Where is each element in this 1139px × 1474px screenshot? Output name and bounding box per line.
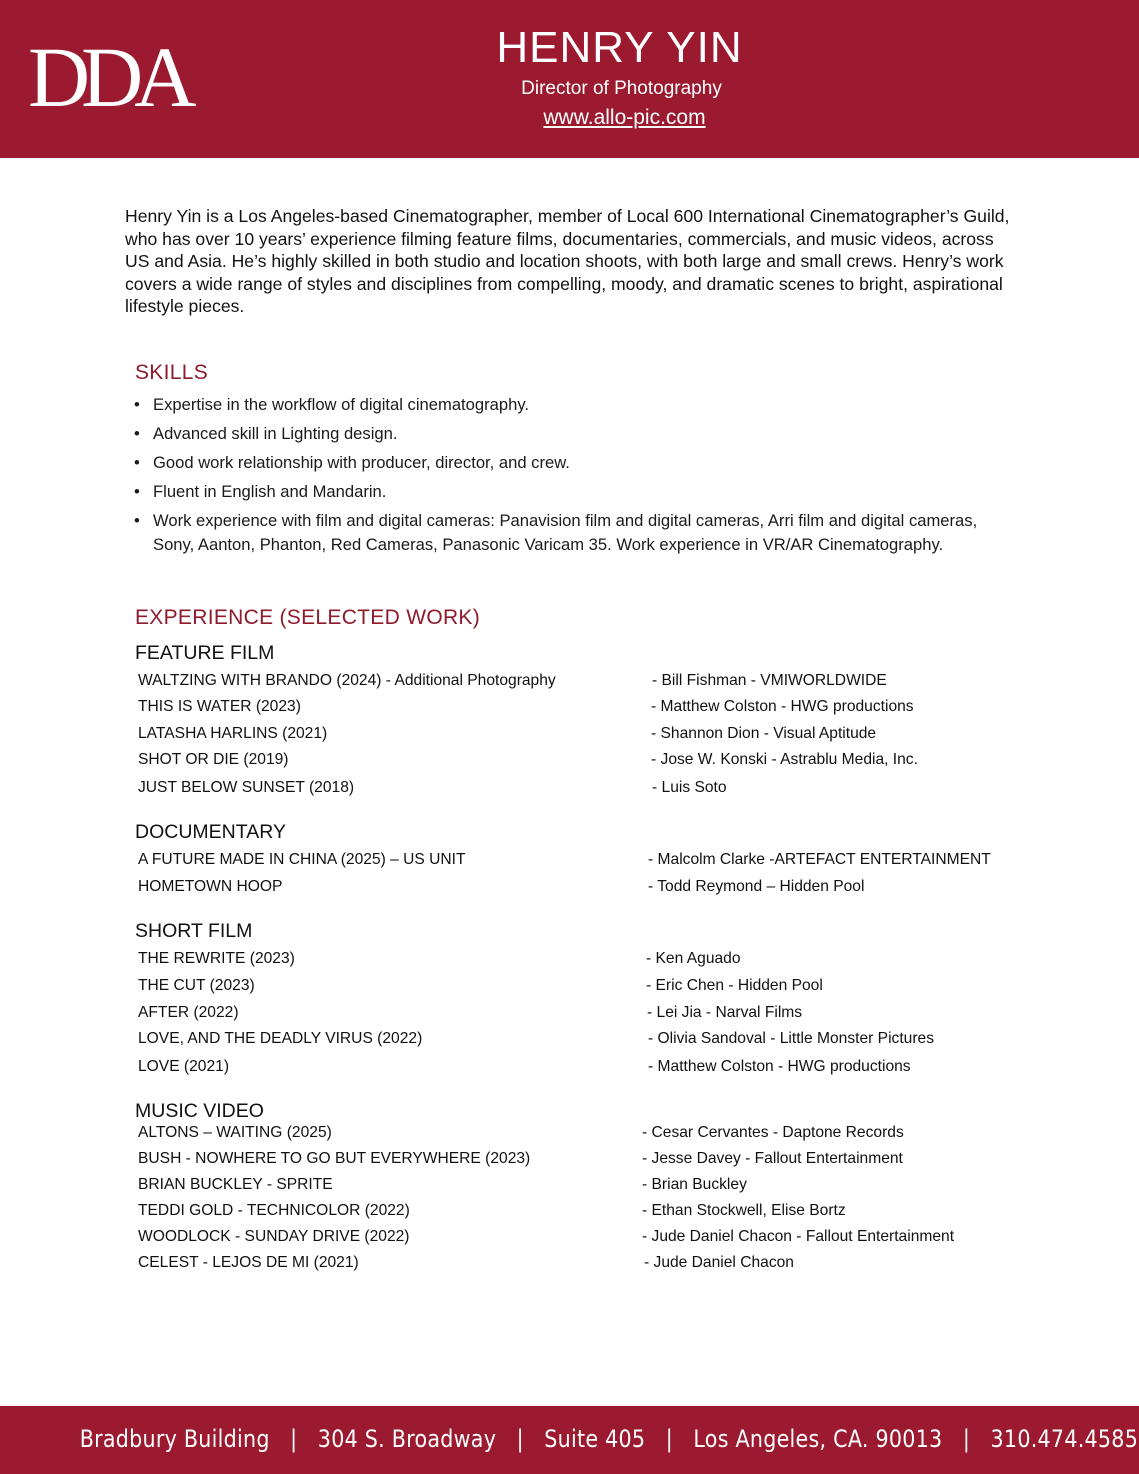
work-credit: - Matthew Colston - HWG productions xyxy=(651,698,914,715)
credit-row xyxy=(138,1202,1038,1224)
credit-row xyxy=(138,1004,1038,1026)
skill-item: • Advanced skill in Lighting design. xyxy=(132,422,1012,446)
work-credit: - Eric Chen - Hidden Pool xyxy=(646,977,823,994)
work-credit: - Bill Fishman - VMIWORLDWIDE xyxy=(652,672,887,689)
credit-row xyxy=(138,1176,1038,1198)
work-title: ALTONS – WAITING (2025) xyxy=(138,1124,332,1141)
credit-row xyxy=(138,1058,1038,1080)
work-title: A FUTURE MADE IN CHINA (2025) – US UNIT xyxy=(138,851,466,868)
header-band xyxy=(0,0,1139,158)
credit-row xyxy=(138,698,1038,720)
experience-heading: EXPERIENCE (SELECTED WORK) xyxy=(135,606,481,629)
credit-row xyxy=(138,751,1038,773)
work-credit: - Cesar Cervantes - Daptone Records xyxy=(642,1124,904,1141)
skill-item: • Good work relationship with producer, director, and crew. xyxy=(132,451,1012,475)
music-video-heading: MUSIC VIDEO xyxy=(135,1100,264,1122)
dda-logo: DDA xyxy=(28,29,188,125)
credit-row xyxy=(138,1228,1038,1250)
documentary-heading: DOCUMENTARY xyxy=(135,821,286,843)
work-title: THE CUT (2023) xyxy=(138,977,255,994)
work-title: BUSH - NOWHERE TO GO BUT EVERYWHERE (2023) xyxy=(138,1150,531,1167)
credit-row xyxy=(138,725,1038,747)
credit-row xyxy=(138,1030,1038,1052)
skills-list xyxy=(132,393,1012,562)
work-title: LATASHA HARLINS (2021) xyxy=(138,725,328,742)
work-credit: - Lei Jia - Narval Films xyxy=(647,1004,803,1021)
skill-item: • Expertise in the workflow of digital cinematography. xyxy=(132,393,1012,417)
credit-row xyxy=(138,672,1038,694)
intro-paragraph: Henry Yin is a Los Angeles-based Cinematographer, member of Local 600 International Cinematographer’s Guild, who has over 10 years’ experience filming feature films, documentaries, commercials, and music videos, across US and Asia. He’s highly skilled in both studio and location shoots, with both large and small crews. Henry’s work covers a wide range of styles and disciplines from compelling, moody, and dramatic scenes to bright, aspirational lifestyle pieces. xyxy=(125,206,1010,317)
work-title: JUST BELOW SUNSET (2018) xyxy=(138,779,355,796)
work-credit: - Malcolm Clarke -ARTEFACT ENTERTAINMENT xyxy=(648,851,991,868)
credit-row xyxy=(138,878,1038,900)
credit-row xyxy=(138,851,1038,873)
work-credit: - Brian Buckley xyxy=(642,1176,747,1193)
work-title: BRIAN BUCKLEY - SPRITE xyxy=(138,1176,333,1193)
work-credit: - Ethan Stockwell, Elise Bortz xyxy=(642,1202,846,1219)
skills-heading: SKILLS xyxy=(135,361,209,384)
work-title: TEDDI GOLD - TECHNICOLOR (2022) xyxy=(138,1202,410,1219)
credit-row xyxy=(138,977,1038,999)
footer-address: Bradbury Building | 304 S. Broadway | Suite 405 | Los Angeles, CA. 90013 | 310.474.4585 xyxy=(79,1425,1139,1453)
work-title: WALTZING WITH BRANDO (2024) - Additional Photography xyxy=(138,672,556,689)
work-credit: - Todd Reymond – Hidden Pool xyxy=(648,878,865,895)
work-title: WOODLOCK - SUNDAY DRIVE (2022) xyxy=(138,1228,410,1245)
credit-row xyxy=(138,1150,1038,1172)
credit-row xyxy=(138,1124,1038,1146)
work-credit: - Jude Daniel Chacon xyxy=(644,1254,794,1271)
website-link[interactable]: www.allo-pic.com xyxy=(543,106,706,129)
work-credit: - Ken Aguado xyxy=(646,950,741,967)
work-credit: - Shannon Dion - Visual Aptitude xyxy=(651,725,877,742)
work-credit: - Olivia Sandoval - Little Monster Pictures xyxy=(648,1030,934,1047)
skill-item: • Work experience with film and digital cameras: Panavision film and digital cameras, Arri film and digital cameras, Sony, Aanton, Phanton, Red Cameras, Panasonic Varicam 35. Work experience in VR/AR Cinematography. xyxy=(132,509,1012,557)
work-credit: - Jose W. Konski - Astrablu Media, Inc. xyxy=(651,751,918,768)
skill-item: • Fluent in English and Mandarin. xyxy=(132,480,1012,504)
work-title: AFTER (2022) xyxy=(138,1004,239,1021)
work-title: SHOT OR DIE (2019) xyxy=(138,751,289,768)
person-role: Director of Photography xyxy=(521,78,722,99)
work-title: LOVE (2021) xyxy=(138,1058,230,1075)
work-title: HOMETOWN HOOP xyxy=(138,878,283,895)
person-name: HENRY YIN xyxy=(496,23,743,72)
credit-row xyxy=(138,779,1038,801)
work-title: THIS IS WATER (2023) xyxy=(138,698,301,715)
work-credit: - Luis Soto xyxy=(652,779,727,796)
credit-row xyxy=(138,1254,1038,1276)
short-film-heading: SHORT FILM xyxy=(135,920,253,942)
footer-band xyxy=(0,1406,1139,1474)
work-title: CELEST - LEJOS DE MI (2021) xyxy=(138,1254,359,1271)
feature-film-heading: FEATURE FILM xyxy=(135,642,275,664)
credit-row xyxy=(138,950,1038,972)
work-credit: - Jude Daniel Chacon - Fallout Entertainment xyxy=(642,1228,955,1245)
work-credit: - Jesse Davey - Fallout Entertainment xyxy=(642,1150,903,1167)
work-title: THE REWRITE (2023) xyxy=(138,950,295,967)
work-credit: - Matthew Colston - HWG productions xyxy=(648,1058,911,1075)
work-title: LOVE, AND THE DEADLY VIRUS (2022) xyxy=(138,1030,423,1047)
